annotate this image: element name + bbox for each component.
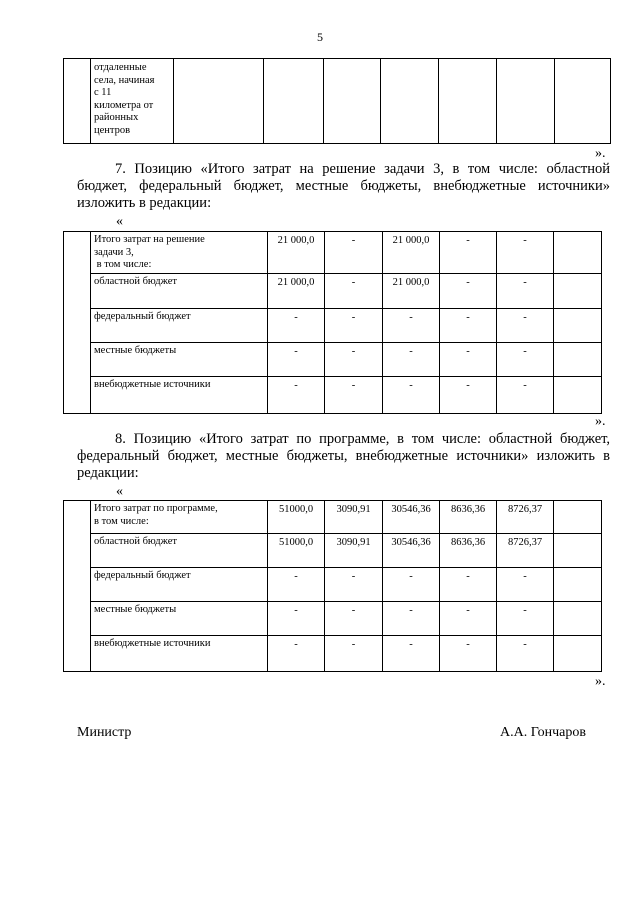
value-cell: 30546,36 bbox=[383, 534, 440, 568]
open-quote-2: « bbox=[116, 484, 123, 499]
top-table-fragment bbox=[63, 58, 611, 144]
value-cell: - bbox=[325, 602, 383, 636]
row-label: областной бюджет bbox=[91, 534, 268, 568]
section7-table bbox=[63, 231, 602, 414]
close-quote-1: ». bbox=[595, 146, 606, 161]
value-cell: - bbox=[268, 602, 325, 636]
value-cell: - bbox=[440, 377, 497, 414]
value-cell: 51000,0 bbox=[268, 501, 325, 534]
signature-title: Министр bbox=[77, 725, 132, 740]
value-cell: 8636,36 bbox=[440, 534, 497, 568]
value-cell: - bbox=[383, 602, 440, 636]
section7-paragraph bbox=[77, 161, 610, 213]
table-cell bbox=[324, 59, 381, 144]
value-cell: 21 000,0 bbox=[383, 232, 440, 274]
value-cell: - bbox=[440, 232, 497, 274]
row-label: Итого затрат по программе, в том числе: bbox=[91, 501, 268, 534]
value-cell: - bbox=[440, 343, 497, 377]
value-cell: 21 000,0 bbox=[268, 274, 325, 309]
row-label: местные бюджеты bbox=[91, 343, 268, 377]
row-label: местные бюджеты bbox=[91, 602, 268, 636]
table-cell bbox=[555, 59, 611, 144]
value-cell: - bbox=[268, 377, 325, 414]
section8-line-2: федеральный бюджет, местные бюджеты, внебюджетные источники» изложить в bbox=[77, 448, 610, 465]
value-cell: - bbox=[325, 274, 383, 309]
value-cell: 3090,91 bbox=[325, 534, 383, 568]
table-cell bbox=[554, 274, 602, 309]
table-cell bbox=[554, 343, 602, 377]
value-cell: - bbox=[325, 568, 383, 602]
row-label: внебюджетные источники bbox=[91, 377, 268, 414]
value-cell: - bbox=[383, 568, 440, 602]
value-cell: 30546,36 bbox=[383, 501, 440, 534]
section7-line-2: бюджет, федеральный бюджет, местные бюджеты, внебюджетные источники» bbox=[77, 178, 610, 195]
value-cell: - bbox=[383, 377, 440, 414]
value-cell: - bbox=[440, 636, 497, 672]
value-cell: - bbox=[497, 636, 554, 672]
value-cell: - bbox=[497, 343, 554, 377]
table-cell bbox=[64, 501, 91, 672]
table-cell bbox=[554, 534, 602, 568]
value-cell: - bbox=[325, 232, 383, 274]
value-cell: - bbox=[497, 309, 554, 343]
row-label: федеральный бюджет bbox=[91, 568, 268, 602]
signature-name: А.А. Гончаров bbox=[500, 725, 586, 740]
value-cell: - bbox=[497, 232, 554, 274]
value-cell: 8726,37 bbox=[497, 534, 554, 568]
value-cell: 21 000,0 bbox=[383, 274, 440, 309]
value-cell: - bbox=[440, 274, 497, 309]
row-label: федеральный бюджет bbox=[91, 309, 268, 343]
value-cell: - bbox=[383, 343, 440, 377]
value-cell: - bbox=[325, 343, 383, 377]
table-cell bbox=[554, 232, 602, 274]
section7-line-3: изложить в редакции: bbox=[77, 195, 212, 212]
value-cell: 21 000,0 bbox=[268, 232, 325, 274]
table-cell bbox=[439, 59, 497, 144]
value-cell: - bbox=[497, 602, 554, 636]
row-label: внебюджетные источники bbox=[91, 636, 268, 672]
table-cell bbox=[381, 59, 439, 144]
value-cell: 51000,0 bbox=[268, 534, 325, 568]
value-cell: - bbox=[497, 274, 554, 309]
table-cell bbox=[554, 568, 602, 602]
value-cell: - bbox=[497, 377, 554, 414]
table-cell bbox=[554, 636, 602, 672]
value-cell: - bbox=[268, 343, 325, 377]
value-cell: - bbox=[383, 636, 440, 672]
table-cell bbox=[64, 232, 91, 414]
row-label: областной бюджет bbox=[91, 274, 268, 309]
value-cell: 8726,37 bbox=[497, 501, 554, 534]
section7-line-1: 7. Позицию «Итого затрат на решение задачи 3, в том числе: областной bbox=[115, 161, 610, 177]
close-quote-3: ». bbox=[595, 674, 606, 689]
value-cell: - bbox=[325, 636, 383, 672]
value-cell: - bbox=[440, 309, 497, 343]
table-cell bbox=[264, 59, 324, 144]
value-cell: 3090,91 bbox=[325, 501, 383, 534]
table-cell bbox=[554, 501, 602, 534]
open-quote-1: « bbox=[116, 214, 123, 229]
table-cell bbox=[554, 309, 602, 343]
section8-paragraph bbox=[77, 431, 610, 483]
section8-line-3: редакции: bbox=[77, 465, 139, 482]
table-cell bbox=[64, 59, 91, 144]
close-quote-2: ». bbox=[595, 414, 606, 429]
value-cell: - bbox=[268, 568, 325, 602]
value-cell: - bbox=[497, 568, 554, 602]
row-label: Итого затрат на решение задачи 3, в том числе: bbox=[91, 232, 268, 274]
table-cell bbox=[554, 377, 602, 414]
value-cell: - bbox=[440, 602, 497, 636]
top-table-label: отдаленные села, начиная с 11 километра от районных центров bbox=[91, 59, 174, 144]
section8-table bbox=[63, 500, 602, 672]
value-cell: - bbox=[383, 309, 440, 343]
table-cell bbox=[497, 59, 555, 144]
page-number: 5 bbox=[317, 30, 323, 44]
value-cell: - bbox=[440, 568, 497, 602]
value-cell: - bbox=[268, 309, 325, 343]
table-cell bbox=[554, 602, 602, 636]
value-cell: - bbox=[268, 636, 325, 672]
table-cell bbox=[174, 59, 264, 144]
value-cell: 8636,36 bbox=[440, 501, 497, 534]
value-cell: - bbox=[325, 377, 383, 414]
value-cell: - bbox=[325, 309, 383, 343]
section8-line-1: 8. Позицию «Итого затрат по программе, в том числе: областной бюджет, bbox=[115, 431, 610, 447]
